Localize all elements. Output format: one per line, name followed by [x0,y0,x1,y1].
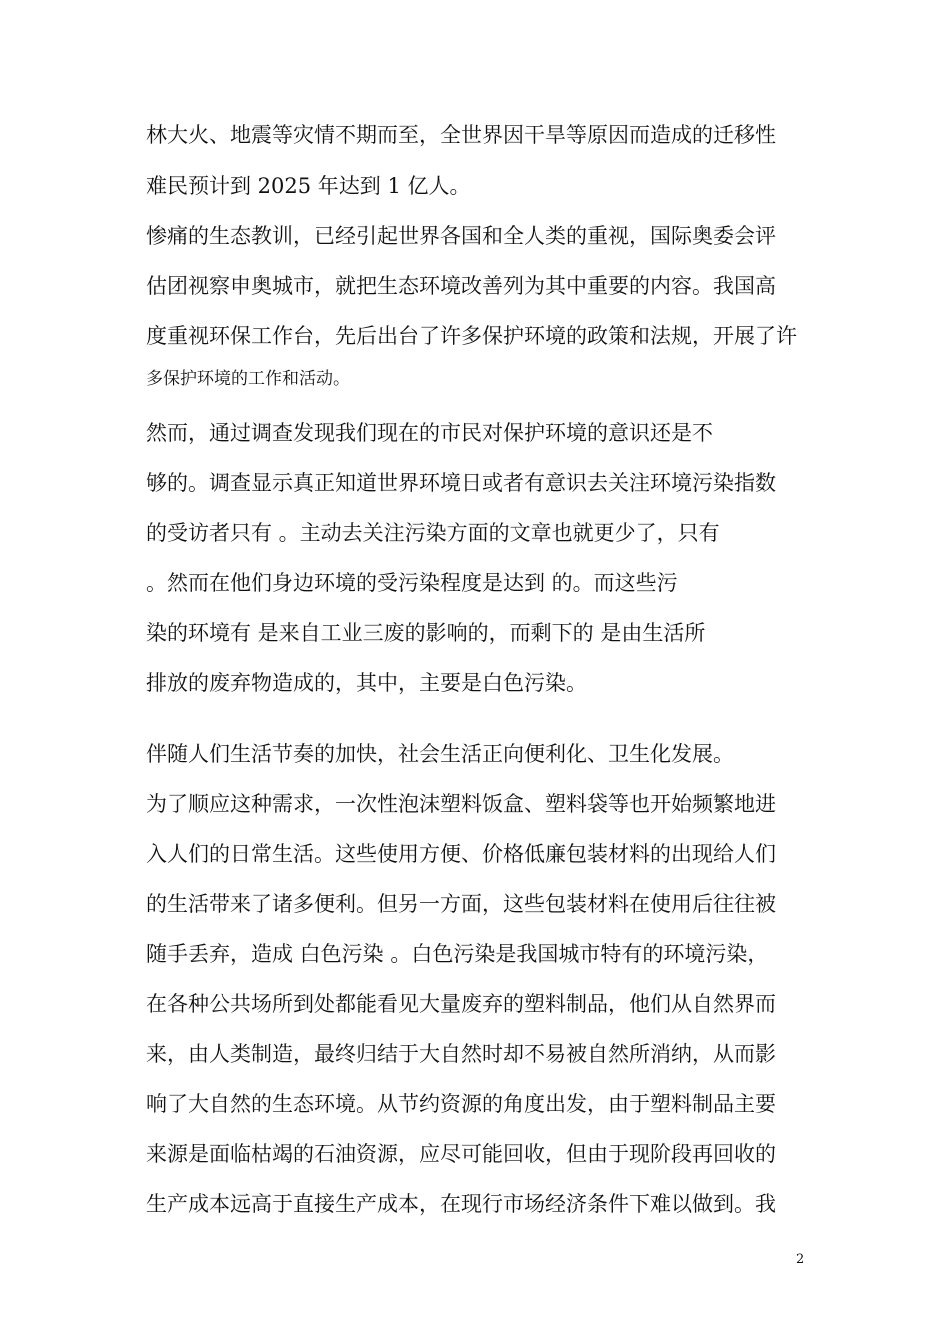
paragraph-4-line-1: 伴随人们生活节奏的加快，社会生活正向便利化、卫生化发展。 [146,742,734,766]
paragraph-1-line-2: 难民预计到 2025 年达到 1 亿人。 [146,174,471,198]
paragraph-3-line-3: 的受访者只有 。主动去关注污染方面的文章也就更少了，只有 [146,521,720,545]
paragraph-2-line-2: 估团视察申奥城市，就把生态环境改善列为其中重要的内容。我国高 [146,274,776,298]
paragraph-3-line-4: 。然而在他们身边环境的受污染程度是达到 的。而这些污 [146,571,678,595]
paragraph-1-line-1: 林大火、地震等灾情不期而至，全世界因干旱等原因而造成的迁移性 [146,123,776,147]
paragraph-4-line-9: 来源是面临枯竭的石油资源，应尽可能回收，但由于现阶段再回收的 [146,1142,776,1166]
paragraph-2-line-3: 度重视环保工作台，先后出台了许多保护环境的政策和法规，开展了许 [146,324,797,348]
paragraph-4-line-8: 响了大自然的生态环境。从节约资源的角度出发，由于塑料制品主要 [146,1092,776,1116]
paragraph-4-line-6: 在各种公共场所到处都能看见大量废弃的塑料制品，他们从自然界而 [146,992,776,1016]
paragraph-4-line-4: 的生活带来了诸多便利。但另一方面，这些包装材料在使用后往往被 [146,892,776,916]
paragraph-4-line-5: 随手丢弃，造成 白色污染 。白色污染是我国城市特有的环境污染， [146,942,769,966]
paragraph-4-line-2: 为了顺应这种需求，一次性泡沫塑料饭盒、塑料袋等也开始频繁地进 [146,792,776,816]
paragraph-4-line-3: 入人们的日常生活。这些使用方便、价格低廉包装材料的出现给人们 [146,842,776,866]
paragraph-3-line-1: 然而，通过调查发现我们现在的市民对保护环境的意识还是不 [146,421,713,445]
paragraph-3-line-2: 够的。调查显示真正知道世界环境日或者有意识去关注环境污染指数 [146,471,776,495]
paragraph-3-line-5: 染的环境有 是来自工业三废的影响的，而剩下的 是由生活所 [146,621,706,645]
paragraph-4-line-10: 生产成本远高于直接生产成本，在现行市场经济条件下难以做到。我 [146,1192,776,1216]
paragraph-4-line-7: 来，由人类制造，最终归结于大自然时却不易被自然所消纳，从而影 [146,1042,776,1066]
paragraph-2-line-1: 惨痛的生态教训，已经引起世界各国和全人类的重视，国际奥委会评 [146,224,776,248]
paragraph-2-line-4: 多保护环境的工作和活动。 [146,369,350,389]
paragraph-3-line-6: 排放的废弃物造成的，其中，主要是白色污染。 [146,671,587,695]
page-number: 2 [796,1252,805,1267]
